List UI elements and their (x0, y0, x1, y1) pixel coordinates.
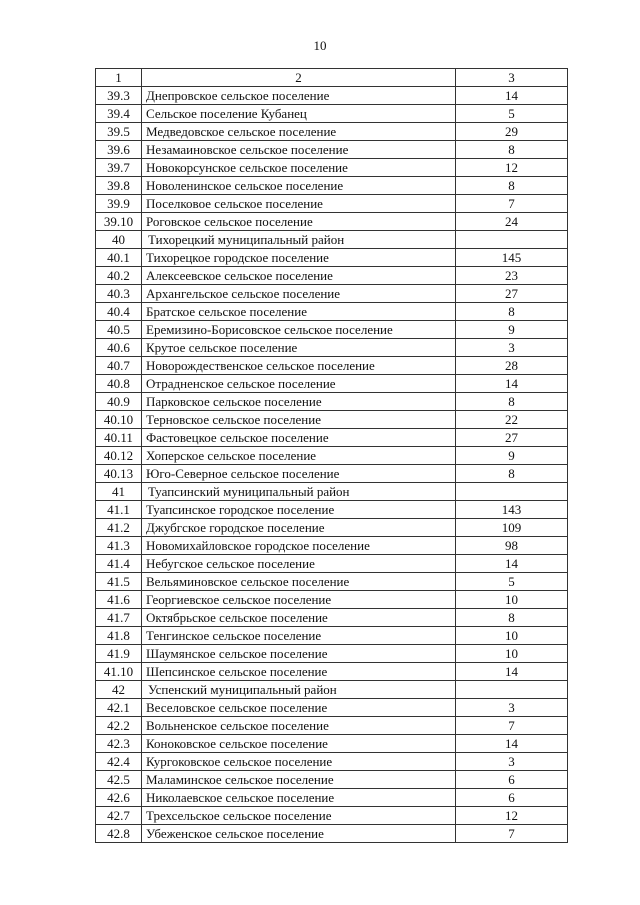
row-number-cell: 41.6 (96, 591, 142, 609)
value-cell: 12 (456, 807, 568, 825)
table-row (96, 465, 568, 483)
table-row (96, 699, 568, 717)
value-cell: 7 (456, 195, 568, 213)
value-cell: 14 (456, 663, 568, 681)
value-cell: 8 (456, 177, 568, 195)
table-header-row (96, 69, 568, 87)
settlement-name-cell: Днепровское сельское поселение (142, 87, 456, 105)
row-number-cell: 40.5 (96, 321, 142, 339)
table-row (96, 123, 568, 141)
settlement-name-cell: Отрадненское сельское поселение (142, 375, 456, 393)
row-number-cell: 40.3 (96, 285, 142, 303)
table-row (96, 321, 568, 339)
table-row (96, 141, 568, 159)
value-cell: 27 (456, 285, 568, 303)
value-cell: 98 (456, 537, 568, 555)
table-row (96, 267, 568, 285)
row-number-cell: 41.2 (96, 519, 142, 537)
table-row (96, 663, 568, 681)
value-cell: 14 (456, 87, 568, 105)
settlement-name-cell: Братское сельское поселение (142, 303, 456, 321)
table-row (96, 429, 568, 447)
settlement-name-cell: Шаумянское сельское поселение (142, 645, 456, 663)
column-header-value: 3 (456, 69, 568, 87)
value-cell: 3 (456, 753, 568, 771)
row-number-cell: 42.5 (96, 771, 142, 789)
table-row (96, 447, 568, 465)
row-number-cell: 39.5 (96, 123, 142, 141)
settlement-name-cell: Фастовецкое сельское поселение (142, 429, 456, 447)
table-row (96, 645, 568, 663)
table-row (96, 249, 568, 267)
settlement-name-cell: Веселовское сельское поселение (142, 699, 456, 717)
settlement-name-cell: Новомихайловское городское поселение (142, 537, 456, 555)
table-row (96, 717, 568, 735)
settlement-name-cell: Поселковое сельское поселение (142, 195, 456, 213)
row-number-cell: 42 (96, 681, 142, 699)
row-number-cell: 40 (96, 231, 142, 249)
row-number-cell: 42.1 (96, 699, 142, 717)
table-row (96, 591, 568, 609)
value-cell: 14 (456, 375, 568, 393)
row-number-cell: 41.4 (96, 555, 142, 573)
value-cell: 7 (456, 717, 568, 735)
value-cell (456, 483, 568, 501)
settlement-name-cell: Незамаиновское сельское поселение (142, 141, 456, 159)
value-cell (456, 681, 568, 699)
settlement-name-cell: Коноковское сельское поселение (142, 735, 456, 753)
table-row (96, 87, 568, 105)
settlement-name-cell: Медведовское сельское поселение (142, 123, 456, 141)
table-row (96, 357, 568, 375)
district-row (96, 681, 568, 699)
settlement-name-cell: Небугское сельское поселение (142, 555, 456, 573)
settlement-name-cell: Успенский муниципальный район (142, 681, 456, 699)
settlements-table (95, 68, 568, 843)
table-row (96, 807, 568, 825)
settlement-name-cell: Новорождественское сельское поселение (142, 357, 456, 375)
table-row (96, 501, 568, 519)
value-cell: 14 (456, 735, 568, 753)
row-number-cell: 39.10 (96, 213, 142, 231)
table-row (96, 573, 568, 591)
settlement-name-cell: Убеженское сельское поселение (142, 825, 456, 843)
value-cell: 5 (456, 105, 568, 123)
table-row (96, 303, 568, 321)
column-header-name: 2 (142, 69, 456, 87)
district-row (96, 231, 568, 249)
value-cell: 6 (456, 789, 568, 807)
row-number-cell: 40.1 (96, 249, 142, 267)
row-number-cell: 40.9 (96, 393, 142, 411)
row-number-cell: 41.3 (96, 537, 142, 555)
settlement-name-cell: Юго-Северное сельское поселение (142, 465, 456, 483)
table-row (96, 411, 568, 429)
row-number-cell: 41 (96, 483, 142, 501)
value-cell: 23 (456, 267, 568, 285)
settlement-name-cell: Новокорсунское сельское поселение (142, 159, 456, 177)
value-cell: 10 (456, 645, 568, 663)
row-number-cell: 41.5 (96, 573, 142, 591)
settlement-name-cell: Николаевское сельское поселение (142, 789, 456, 807)
row-number-cell: 39.4 (96, 105, 142, 123)
row-number-cell: 39.7 (96, 159, 142, 177)
value-cell: 145 (456, 249, 568, 267)
table-row (96, 105, 568, 123)
row-number-cell: 40.12 (96, 447, 142, 465)
settlement-name-cell: Туапсинский муниципальный район (142, 483, 456, 501)
row-number-cell: 39.6 (96, 141, 142, 159)
value-cell: 3 (456, 339, 568, 357)
settlement-name-cell: Трехсельское сельское поселение (142, 807, 456, 825)
settlement-name-cell: Вольненское сельское поселение (142, 717, 456, 735)
settlement-name-cell: Тенгинское сельское поселение (142, 627, 456, 645)
settlement-name-cell: Роговское сельское поселение (142, 213, 456, 231)
settlement-name-cell: Терновское сельское поселение (142, 411, 456, 429)
settlement-name-cell: Джубгское городское поселение (142, 519, 456, 537)
table-row (96, 195, 568, 213)
table-row (96, 177, 568, 195)
settlement-name-cell: Маламинское сельское поселение (142, 771, 456, 789)
row-number-cell: 41.8 (96, 627, 142, 645)
table-row (96, 555, 568, 573)
table-row (96, 393, 568, 411)
table-row (96, 609, 568, 627)
value-cell: 8 (456, 465, 568, 483)
table-row (96, 375, 568, 393)
row-number-cell: 41.7 (96, 609, 142, 627)
row-number-cell: 42.4 (96, 753, 142, 771)
table-row (96, 285, 568, 303)
table-row (96, 825, 568, 843)
table-body (96, 69, 568, 843)
row-number-cell: 41.1 (96, 501, 142, 519)
value-cell: 3 (456, 699, 568, 717)
value-cell (456, 231, 568, 249)
value-cell: 8 (456, 141, 568, 159)
value-cell: 22 (456, 411, 568, 429)
value-cell: 8 (456, 393, 568, 411)
settlement-name-cell: Кургоковское сельское поселение (142, 753, 456, 771)
value-cell: 29 (456, 123, 568, 141)
value-cell: 9 (456, 321, 568, 339)
row-number-cell: 40.6 (96, 339, 142, 357)
table-row (96, 537, 568, 555)
row-number-cell: 42.3 (96, 735, 142, 753)
settlement-name-cell: Парковское сельское поселение (142, 393, 456, 411)
row-number-cell: 40.13 (96, 465, 142, 483)
value-cell: 28 (456, 357, 568, 375)
settlement-name-cell: Еремизино-Борисовское сельское поселение (142, 321, 456, 339)
row-number-cell: 42.6 (96, 789, 142, 807)
settlement-name-cell: Новоленинское сельское поселение (142, 177, 456, 195)
value-cell: 10 (456, 627, 568, 645)
table-row (96, 771, 568, 789)
value-cell: 109 (456, 519, 568, 537)
settlement-name-cell: Сельское поселение Кубанец (142, 105, 456, 123)
table-row (96, 627, 568, 645)
value-cell: 24 (456, 213, 568, 231)
table-row (96, 159, 568, 177)
value-cell: 27 (456, 429, 568, 447)
table-row (96, 213, 568, 231)
table-row (96, 753, 568, 771)
value-cell: 9 (456, 447, 568, 465)
row-number-cell: 41.9 (96, 645, 142, 663)
district-row (96, 483, 568, 501)
row-number-cell: 41.10 (96, 663, 142, 681)
value-cell: 12 (456, 159, 568, 177)
value-cell: 8 (456, 609, 568, 627)
settlement-name-cell: Туапсинское городское поселение (142, 501, 456, 519)
column-header-number: 1 (96, 69, 142, 87)
settlement-name-cell: Шепсинское сельское поселение (142, 663, 456, 681)
row-number-cell: 39.8 (96, 177, 142, 195)
settlement-name-cell: Крутое сельское поселение (142, 339, 456, 357)
row-number-cell: 42.7 (96, 807, 142, 825)
value-cell: 143 (456, 501, 568, 519)
row-number-cell: 40.7 (96, 357, 142, 375)
row-number-cell: 40.2 (96, 267, 142, 285)
value-cell: 10 (456, 591, 568, 609)
row-number-cell: 40.10 (96, 411, 142, 429)
settlement-name-cell: Тихорецкое городское поселение (142, 249, 456, 267)
row-number-cell: 40.8 (96, 375, 142, 393)
settlement-name-cell: Алексеевское сельское поселение (142, 267, 456, 285)
row-number-cell: 39.3 (96, 87, 142, 105)
value-cell: 8 (456, 303, 568, 321)
value-cell: 5 (456, 573, 568, 591)
row-number-cell: 42.2 (96, 717, 142, 735)
row-number-cell: 40.11 (96, 429, 142, 447)
settlement-name-cell: Вельяминовское сельское поселение (142, 573, 456, 591)
row-number-cell: 42.8 (96, 825, 142, 843)
value-cell: 14 (456, 555, 568, 573)
page-number: 10 (313, 38, 327, 53)
table-row (96, 519, 568, 537)
settlement-name-cell: Хоперское сельское поселение (142, 447, 456, 465)
settlement-name-cell: Георгиевское сельское поселение (142, 591, 456, 609)
table-row (96, 339, 568, 357)
value-cell: 7 (456, 825, 568, 843)
row-number-cell: 39.9 (96, 195, 142, 213)
settlement-name-cell: Тихорецкий муниципальный район (142, 231, 456, 249)
value-cell: 6 (456, 771, 568, 789)
settlement-name-cell: Октябрьское сельское поселение (142, 609, 456, 627)
settlement-name-cell: Архангельское сельское поселение (142, 285, 456, 303)
row-number-cell: 40.4 (96, 303, 142, 321)
table-row (96, 735, 568, 753)
table-row (96, 789, 568, 807)
